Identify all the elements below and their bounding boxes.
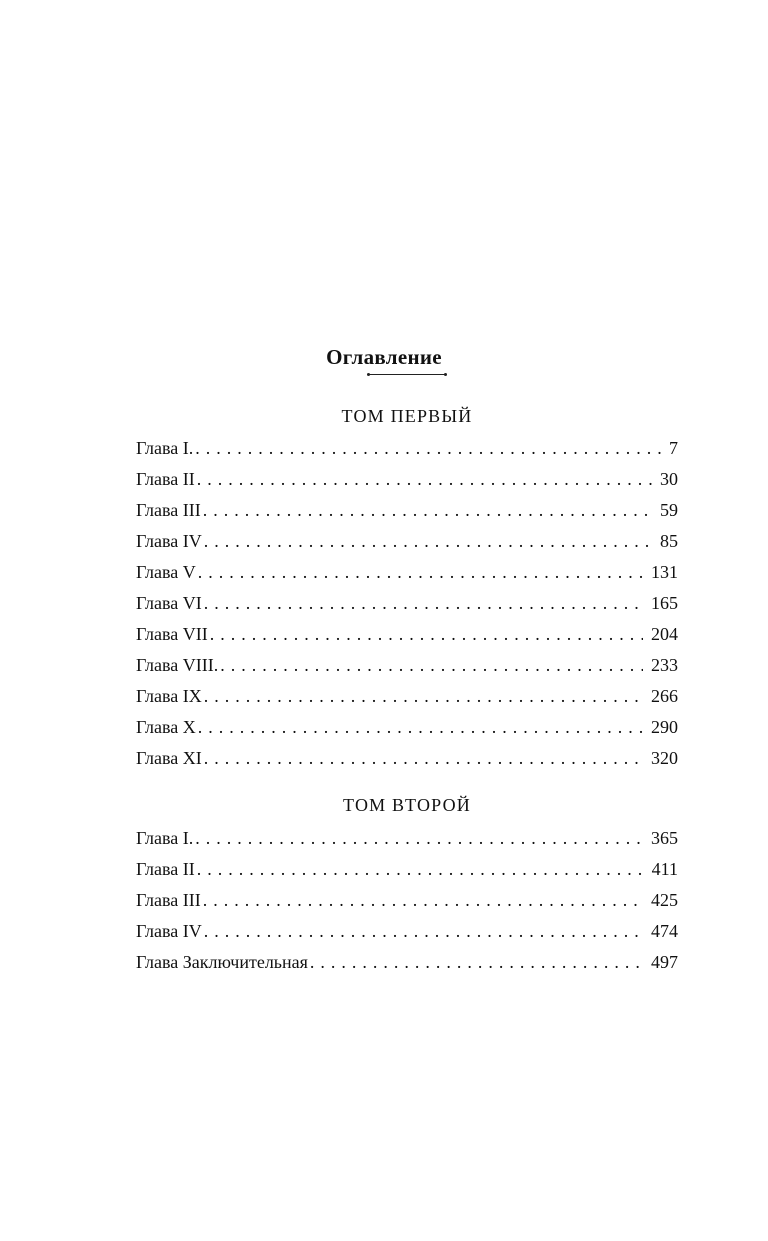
- toc-entry[interactable]: [136, 888, 678, 919]
- entry-label: Глава IV: [136, 921, 202, 941]
- entry-label: Глава X: [136, 717, 196, 737]
- toc-entry[interactable]: [136, 653, 678, 684]
- toc-entry[interactable]: [136, 560, 678, 591]
- toc-entry[interactable]: [136, 857, 678, 888]
- entry-page-number: 85: [660, 531, 678, 551]
- toc-entry[interactable]: [136, 529, 678, 560]
- entry-page-number: 320: [651, 748, 678, 768]
- entry-page-number: 165: [651, 593, 678, 613]
- entry-page-number: 497: [651, 952, 678, 972]
- toc-entry[interactable]: [136, 919, 678, 950]
- entry-label: Глава XI: [136, 748, 202, 768]
- entry-page-number: 233: [651, 655, 678, 675]
- entry-page-number: 411: [651, 859, 678, 879]
- dot-leader: [203, 888, 643, 912]
- toc-entry[interactable]: [136, 826, 678, 857]
- dot-leader: [204, 529, 652, 553]
- entry-page-number: 30: [660, 469, 678, 489]
- entry-label: Глава VII: [136, 624, 208, 644]
- entry-label: Глава I.: [136, 438, 194, 458]
- dot-leader: [197, 857, 644, 881]
- toc-entry[interactable]: [136, 436, 678, 467]
- dot-leader: [198, 560, 643, 584]
- entry-label: Глава III: [136, 890, 201, 910]
- entry-page-number: 204: [651, 624, 678, 644]
- dot-leader: [195, 826, 643, 850]
- toc-entry[interactable]: [136, 950, 678, 981]
- dot-leader: [204, 746, 643, 770]
- volume-1-entries: [136, 436, 678, 777]
- toc-entry[interactable]: [136, 746, 678, 777]
- entry-label: Глава Заключительная: [136, 952, 308, 972]
- dot-leader: [220, 653, 643, 677]
- entry-label: Глава IV: [136, 531, 202, 551]
- entry-label: Глава II: [136, 859, 195, 879]
- dot-leader: [210, 622, 643, 646]
- entry-label: Глава VIII.: [136, 655, 219, 675]
- dot-leader: [310, 950, 643, 974]
- entry-page-number: 290: [651, 717, 678, 737]
- entry-page-number: 59: [660, 500, 678, 520]
- dot-leader: [197, 467, 652, 491]
- dot-leader: [204, 684, 643, 708]
- entry-label: Глава II: [136, 469, 195, 489]
- toc-title: Оглавление: [326, 345, 442, 369]
- toc-entry[interactable]: [136, 591, 678, 622]
- volume-2-entries: [136, 826, 678, 981]
- title-ornament-rule: [369, 374, 445, 375]
- entry-page-number: 266: [651, 686, 678, 706]
- toc-entry[interactable]: [136, 684, 678, 715]
- dot-leader: [204, 591, 643, 615]
- toc-entry[interactable]: [136, 498, 678, 529]
- dot-leader: [195, 436, 661, 460]
- toc-entry[interactable]: [136, 715, 678, 746]
- entry-page-number: 365: [651, 828, 678, 848]
- entry-page-number: 425: [651, 890, 678, 910]
- entry-page-number: 474: [651, 921, 678, 941]
- dot-leader: [198, 715, 643, 739]
- dot-leader: [204, 919, 643, 943]
- dot-leader: [203, 498, 652, 522]
- toc-entry[interactable]: [136, 622, 678, 653]
- volume-heading-1: ТОМ ПЕРВЫЙ: [341, 406, 473, 426]
- volume-heading-2: ТОМ ВТОРОЙ: [342, 795, 471, 815]
- entry-label: Глава I.: [136, 828, 194, 848]
- entry-label: Глава V: [136, 562, 196, 582]
- entry-label: Глава III: [136, 500, 201, 520]
- entry-page-number: 131: [651, 562, 678, 582]
- entry-label: Глава IX: [136, 686, 202, 706]
- entry-label: Глава VI: [136, 593, 202, 613]
- entry-page-number: 7: [669, 438, 678, 458]
- toc-entry[interactable]: [136, 467, 678, 498]
